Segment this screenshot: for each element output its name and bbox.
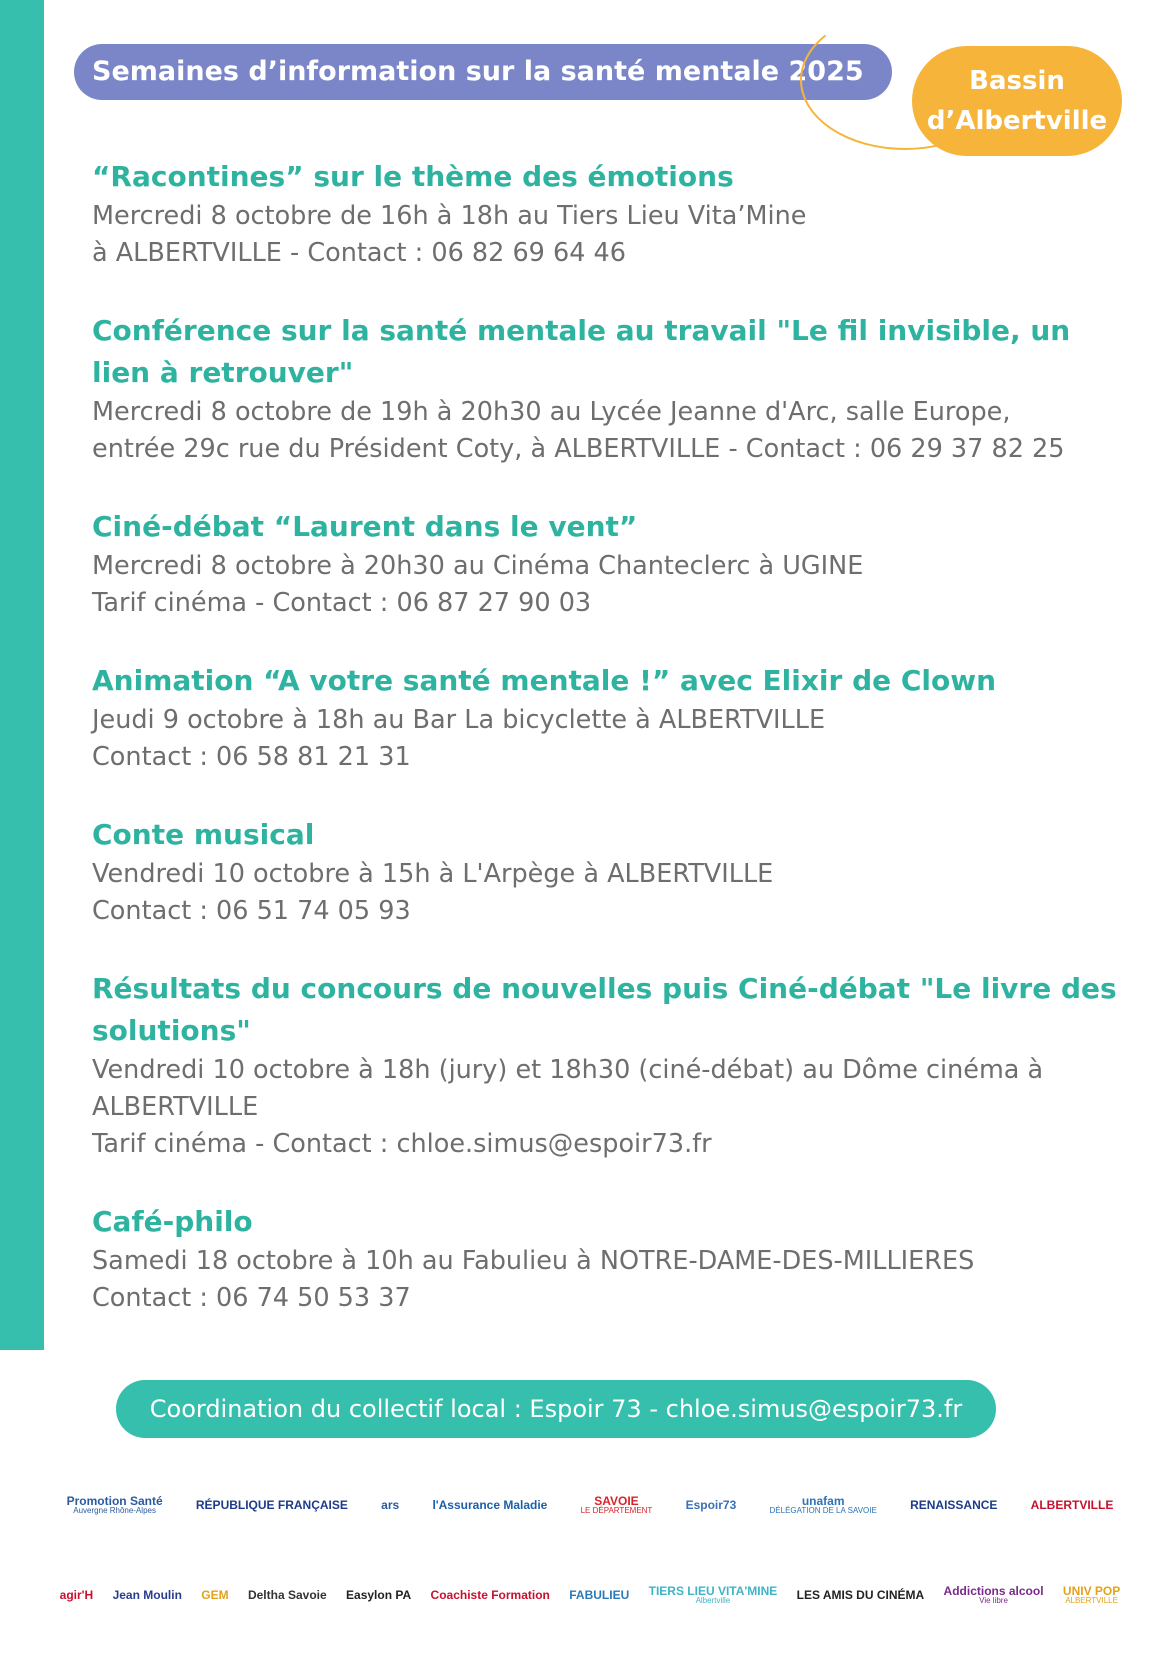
unafam-logo — [770, 1495, 877, 1516]
logo-text: UNIV POP — [1062, 1583, 1121, 1598]
jean-moulin-logo — [113, 1589, 182, 1602]
event-detail: Tarif cinéma - Contact : chloe.simus@espoir73.fr — [92, 1129, 712, 1159]
event-title: Animation “A votre santé mentale !” avec Elixir de Clown — [92, 664, 997, 697]
logo-text: Jean Moulin — [112, 1587, 182, 1602]
event-detail: Contact : 06 74 50 53 37 — [92, 1283, 411, 1313]
coachiste-formation-logo — [431, 1589, 550, 1602]
event-title: Conte musical — [92, 818, 315, 851]
logo-text: Promotion Santé — [66, 1493, 163, 1508]
logo-text: LES AMIS DU CINÉMA — [796, 1587, 925, 1602]
partner-logos-row-2 — [50, 1555, 1130, 1635]
event-detail: entrée 29c rue du Président Coty, à ALBERTVILLE - Contact : 06 29 37 82 25 — [92, 434, 1065, 464]
savoie-departement-logo — [581, 1495, 653, 1516]
event-detail: Mercredi 8 octobre de 19h à 20h30 au Lycée Jeanne d'Arc, salle Europe, — [92, 397, 1011, 427]
event-item — [92, 968, 1132, 1163]
logo-text: l'Assurance Maladie — [432, 1497, 548, 1512]
event-detail: Samedi 18 octobre à 10h au Fabulieu à NOTRE-DAME-DES-MILLIERES — [92, 1246, 975, 1276]
logo-text: GEM — [201, 1587, 229, 1602]
logo-subtext: Auvergne Rhône-Alpes — [73, 1506, 156, 1516]
logo-subtext: LE DÉPARTEMENT — [580, 1506, 653, 1516]
event-title: Café-philo — [92, 1205, 253, 1238]
renaissance-logo — [910, 1499, 997, 1512]
event-detail: Contact : 06 51 74 05 93 — [92, 896, 411, 926]
logo-text: unafam — [801, 1493, 845, 1508]
partner-logos-row-1 — [50, 1460, 1130, 1550]
logo-subtext: Albertville — [695, 1596, 731, 1606]
event-item — [92, 814, 1132, 930]
event-detail: Vendredi 10 octobre à 15h à L'Arpège à ALBERTVILLE — [92, 859, 774, 889]
event-detail: à ALBERTVILLE - Contact : 06 82 69 64 46 — [92, 238, 627, 268]
espoir73-logo — [686, 1499, 737, 1512]
event-item — [92, 1201, 1132, 1317]
logo-text: Espoir73 — [685, 1497, 737, 1512]
logo-text: RÉPUBLIQUE FRANÇAISE — [195, 1497, 348, 1512]
event-list — [92, 156, 1132, 1355]
republique-francaise-logo — [196, 1499, 348, 1512]
logo-text: Addictions alcool — [943, 1583, 1044, 1598]
logo-text: SAVOIE — [594, 1493, 639, 1508]
ars-logo — [381, 1499, 399, 1512]
fabulieu-logo — [569, 1589, 629, 1602]
amis-du-cinema-logo — [797, 1589, 925, 1602]
region-line-1: Bassin — [969, 66, 1065, 96]
event-detail: Jeudi 9 octobre à 18h au Bar La bicyclette à ALBERTVILLE — [92, 705, 826, 735]
logo-text: Easylon PA — [346, 1587, 412, 1602]
logo-subtext: DÉLÉGATION DE LA SAVOIE — [769, 1506, 877, 1516]
event-detail: Mercredi 8 octobre de 16h à 18h au Tiers Lieu Vita’Mine — [92, 201, 807, 231]
albertville-logo — [1031, 1499, 1114, 1512]
deltha-savoie-logo — [248, 1589, 327, 1602]
event-title: Résultats du concours de nouvelles puis Ciné-débat "Le livre des solutions" — [92, 972, 1117, 1047]
logo-text: agir'H — [59, 1587, 94, 1602]
page-title: Semaines d’information sur la santé mentale 2025 — [74, 44, 892, 100]
event-title: Conférence sur la santé mentale au travail "Le fil invisible, un lien à retrouver" — [92, 314, 1071, 389]
logo-text: RENAISSANCE — [910, 1497, 998, 1512]
event-detail: ALBERTVILLE — [92, 1092, 259, 1122]
addictions-alcool-logo — [944, 1585, 1044, 1606]
logo-subtext: Vie libre — [979, 1596, 1008, 1606]
assurance-maladie-logo — [432, 1499, 547, 1512]
event-item — [92, 156, 1132, 272]
tiers-lieu-vitamine-logo — [649, 1585, 778, 1606]
side-accent-bar — [0, 0, 44, 1350]
logo-text: FABULIEU — [569, 1587, 630, 1602]
coordination-banner: Coordination du collectif local : Espoir 73 - chloe.simus@espoir73.fr — [116, 1380, 996, 1438]
logo-text: Coachiste Formation — [430, 1587, 550, 1602]
event-item — [92, 310, 1132, 468]
region-line-2: d’Albertville — [926, 106, 1108, 136]
event-detail: Mercredi 8 octobre à 20h30 au Cinéma Chanteclerc à UGINE — [92, 551, 864, 581]
event-detail: Tarif cinéma - Contact : 06 87 27 90 03 — [92, 588, 592, 618]
gem-logo — [201, 1589, 228, 1602]
event-title: Ciné-débat “Laurent dans le vent” — [92, 510, 638, 543]
logo-text: Deltha Savoie — [247, 1587, 327, 1602]
event-detail: Vendredi 10 octobre à 18h (jury) et 18h30 (ciné-débat) au Dôme cinéma à — [92, 1055, 1044, 1085]
event-title: “Racontines” sur le thème des émotions — [92, 160, 734, 193]
event-detail: Contact : 06 58 81 21 31 — [92, 742, 411, 772]
agir-h-logo — [60, 1589, 94, 1602]
easylon-logo — [346, 1589, 411, 1602]
logo-subtext: ALBERTVILLE — [1065, 1596, 1118, 1606]
logo-text: TIERS LIEU VITA'MINE — [648, 1583, 778, 1598]
promotion-sante-logo — [67, 1495, 163, 1516]
univ-pop-logo — [1063, 1585, 1120, 1606]
event-item — [92, 506, 1132, 622]
event-item — [92, 660, 1132, 776]
logo-text: ALBERTVILLE — [1030, 1497, 1114, 1512]
logo-text: ars — [381, 1497, 400, 1512]
region-badge — [912, 46, 1122, 156]
